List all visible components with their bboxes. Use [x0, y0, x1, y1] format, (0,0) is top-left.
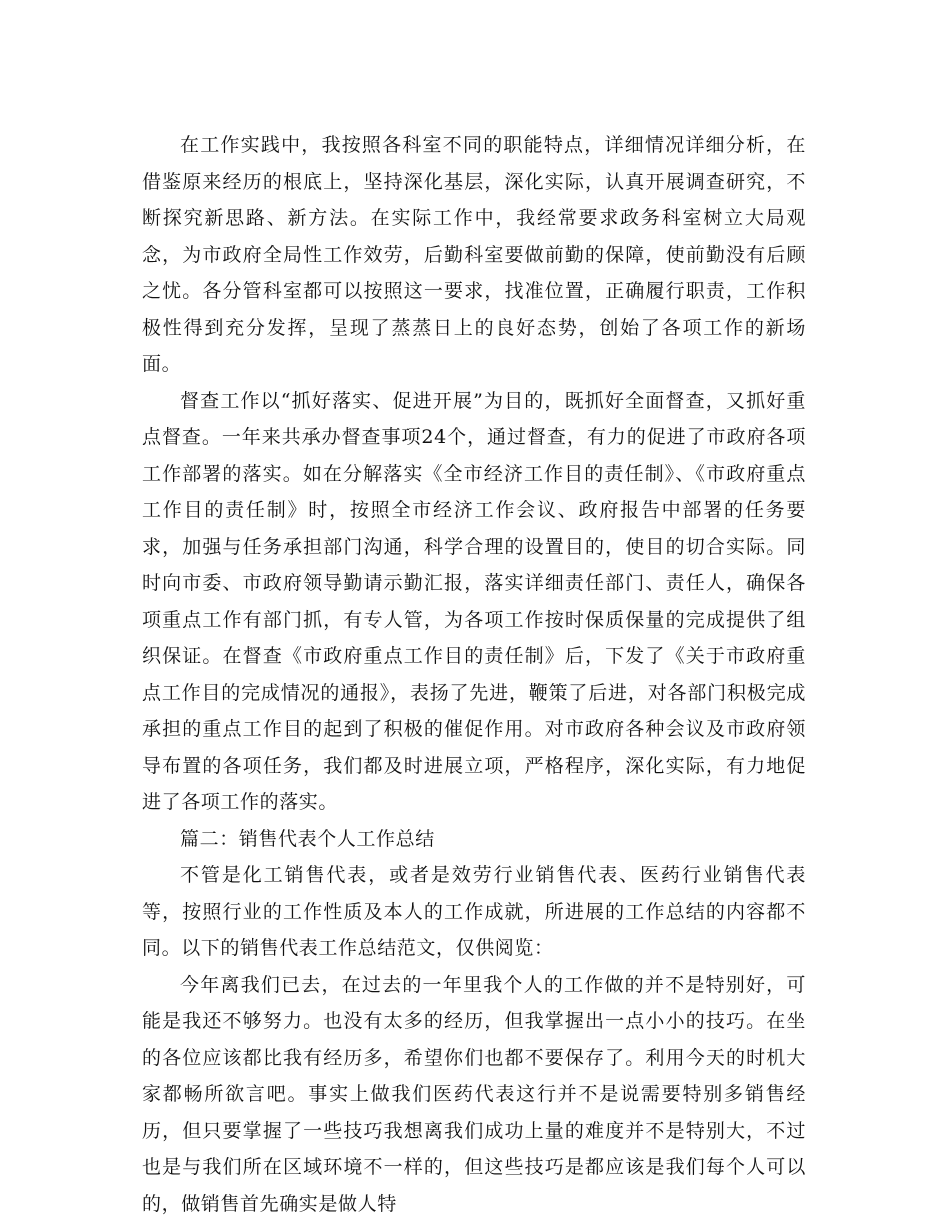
section-heading: 篇二：销售代表个人工作总结	[180, 827, 435, 850]
paragraph-intro: 不管是化工销售代表，或者是效劳行业销售代表、医药行业销售代表等，按照行业的工作性质及本人的工作成就，所进展的工作总结的内容都不同。以下的销售代表工作总结范文，仅供阅览：	[142, 864, 806, 959]
paragraph-year-review: 今年离我们已去，在过去的一年里我个人的工作做的并不是特别好，可能是我还不够努力。也没有太多的经历，但我掌握出一点小小的技巧。在坐的各位应该都比我有经历多，希望你们也都不要保存了。利用今天的时机大家都畅所欲言吧。事实上做我们医药代表这行并不是说需要特别多销售经历，但只要掌握了一些技巧我想离我们成功上量的难度并不是特别大，不过也是与我们所在区域环境不一样的，但这些技巧是都应该是我们每个人可以的，做销售首先确实是做人特	[142, 973, 806, 1215]
paragraph-supervision: 督查工作以“抓好落实、促进开展”为目的，既抓好全面督查，又抓好重点督查。一年来共承办督查事项24个，通过督查，有力的促进了市政府各项工作部署的落实。如在分解落实《全市经济工作目的责任制》、《市政府重点工作目的责任制》时，按照全市经济工作会议、政府报告中部署的任务要求，加强与任务承担部门沟通，科学合理的设置目的，使目的切合实际。同时向市委、市政府领导勤请示勤汇报，落实详细责任部门、责任人，确保各项重点工作有部门抓，有专人管，为各项工作按时保质保量的完成提供了组织保证。在督查《市政府重点工作目的责任制》后，下发了《关于市政府重点工作目的完成情况的通报》，表扬了先进，鞭策了后进，对各部门积极完成承担的重点工作目的起到了积极的催促作用。对市政府各种会议及市政府领导布置的各项任务，我们都及时进展立项，严格程序，深化实际，有力地促进了各项工作的落实。	[142, 389, 806, 813]
paragraph-work-practice: 在工作实践中，我按照各科室不同的职能特点，详细情况详细分析，在借鉴原来经历的根底上，坚持深化基层，深化实际，认真开展调查研究，不断探究新思路、新方法。在实际工作中，我经常要求政务科室树立大局观念，为市政府全局性工作效劳，后勤科室要做前勤的保障，使前勤没有后顾之忧。各分管科室都可以按照这一要求，找准位置，正确履行职责，工作积极性得到充分发挥，呈现了蒸蒸日上的良好态势，创始了各项工作的新场面。	[142, 134, 806, 375]
document-body	[142, 127, 806, 1222]
